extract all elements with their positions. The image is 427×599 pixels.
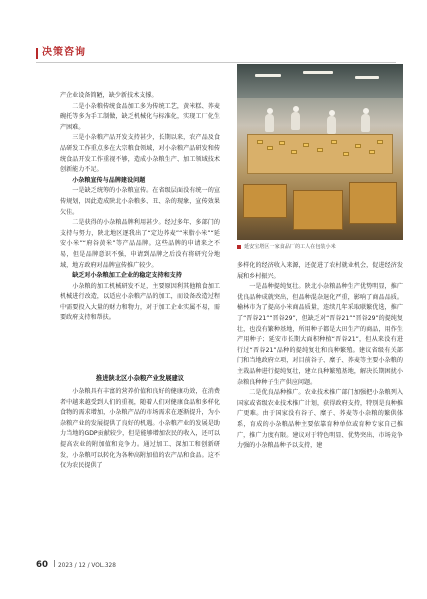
paragraph: 三是小杂粮产品开发支持甚少，长期以来，农产品及食品研发工作重点多在大宗粮食领域，对小杂粮产品研发和传统食品开发工作重视不够，造成小杂粮生产、加工领域技术创新能力不足。 — [60, 134, 220, 174]
paragraph: 二是小杂粮传统食品加工多为传统工艺，黄米糕、荞麦碗托等多为手工制做，缺乏机械化与标准化，实现工厂化生产困难。 — [60, 102, 220, 131]
paragraph: 小杂粮的加工机械研发不足，主要原因利其他粮食加工机械进行改造，以适应小杂粮产品的加工，而设备改造过程中需要投入大量的财力和物力，对于加工企业实属不易，需要政府支持和帮扶。 — [60, 282, 220, 322]
red-square-icon — [237, 245, 241, 249]
red-bar-icon — [36, 48, 38, 59]
footer-divider — [54, 560, 55, 567]
factory-photo — [237, 64, 403, 240]
photo-ceiling — [237, 64, 403, 98]
rice-pack — [331, 140, 337, 144]
rice-pack — [303, 143, 309, 147]
page-number: 60 — [36, 560, 48, 570]
section-header — [36, 46, 86, 60]
worker — [291, 112, 300, 130]
worker — [327, 116, 336, 134]
paragraph: 产企业设备简陋，缺少新技术支撑。 — [60, 92, 158, 99]
paragraph: 二是获得的小杂粮品牌利用甚少。经过多年、多部门的支持与努力，陕北地区逐我出了“定边荞麦”“米脂小米”“延安小米”“府谷黄米”等产品品牌。这些品牌的申请来之不易，但是品牌意识不强，申请到品牌之后没有将研究分地域，地方政府对品牌宣传推广较少。 — [60, 219, 220, 269]
rice-pack — [343, 152, 349, 156]
photo-light — [355, 76, 379, 79]
section-heading: 推进陕北区小杂粮产业发展建议 — [95, 375, 185, 382]
rice-pack — [279, 141, 285, 145]
photo-light — [303, 71, 333, 74]
worker — [265, 114, 274, 132]
carton-box — [349, 182, 397, 224]
carton-box — [293, 190, 343, 230]
worker — [361, 114, 370, 132]
right-column — [237, 261, 403, 452]
left-column-continued — [60, 387, 220, 472]
paragraph: 多样化的经济收入来源，还促进了农村就业机会，促进经济发展和乡村振兴。 — [237, 262, 403, 280]
header-divider — [36, 62, 396, 63]
caption-text: 延安宝塔区一家食品厂的工人在包装小米 — [244, 244, 336, 250]
section-title: 决策咨询 — [42, 47, 86, 58]
left-column — [60, 91, 220, 324]
rice-pack — [317, 148, 323, 152]
rice-pack — [355, 144, 361, 148]
rice-pack — [377, 140, 383, 144]
paragraph: 二是优良品种推广。农业技术推广部门加强把小杂粮列入国家或省级农业技术推广计划，获得政府支持，特别是良种推广更难。由于国家没有谷子、糜子、荞麦等小杂粮的繁供体系，育成的小杂粮品种主要依靠育种单位或育种专家自己推广，推广力度有限。建议对于特色明显、优势突出、市场竞争力强的小杂粮品种予以支持，建 — [237, 389, 403, 450]
packing-table — [247, 134, 393, 174]
paragraph: 一是品种提纯复壮。陕北小杂粮品种生产优势明显，推广优良品种成就突出，但品种混杂退化严重，影响了商品品质。榆林市为了提高小米商品质量，连续几年采取联繁优选，推广了“晋谷21”“晋谷29”，但缺乏对“晋谷21”“晋谷29”的提纯复壮，也没有繁种基地，所用种子都是大田生产的商品，用作生产用种子；延安市长期大面积种植“晋谷21”，但从来没有进行过“晋谷21”品种的提纯复壮和良种繁殖。建议省级有关部门和当地政府立项，对目前谷子、糜子、荞麦等主要小杂粮的主栽品种进行提纯复壮，建立良种繁殖基地，解决长期困扰小杂粮良种种子生产供应问题。 — [237, 283, 403, 386]
carton-box — [243, 184, 287, 218]
subheading: 小杂粮宣传与品牌建设问题 — [72, 176, 146, 184]
rice-pack — [267, 146, 273, 150]
subheading: 缺乏对小杂粮加工企业的稳定支持和支持 — [72, 272, 182, 280]
photo-light — [255, 74, 281, 77]
paragraph: 小杂粮具有丰富的营养价值和良好的健康功效，在消费者中越来越受到人们的重视，随着人们对健康食品和多样化食物的需求增加，小杂粮产品的市场需求在逐渐提升，为小杂粮产业的发展提供了良好的机遇。小杂粮产业的发展是助力当地的GDP贡献较少，但是能够增加农民的收入，还可以提高农业的附加值和竞争力。通过加工、深加工和创新研发，小杂粮可以转化为各种高附加值的农产品和食品。这不仅为农民提供了 — [60, 388, 220, 470]
rice-pack — [369, 150, 375, 154]
rice-pack — [291, 150, 297, 154]
paragraph: 一是缺乏统筹的小杂粮宣传。在省级层面没有统一的宣传规划，因此造成陕北小杂粮多、丑、杂的现象，宣传效果欠佳。 — [60, 187, 220, 216]
photo-caption — [237, 243, 403, 251]
rice-pack — [257, 140, 263, 144]
page-footer — [36, 560, 116, 570]
issue-info: 2023 / 12 / VOL.328 — [57, 563, 116, 569]
